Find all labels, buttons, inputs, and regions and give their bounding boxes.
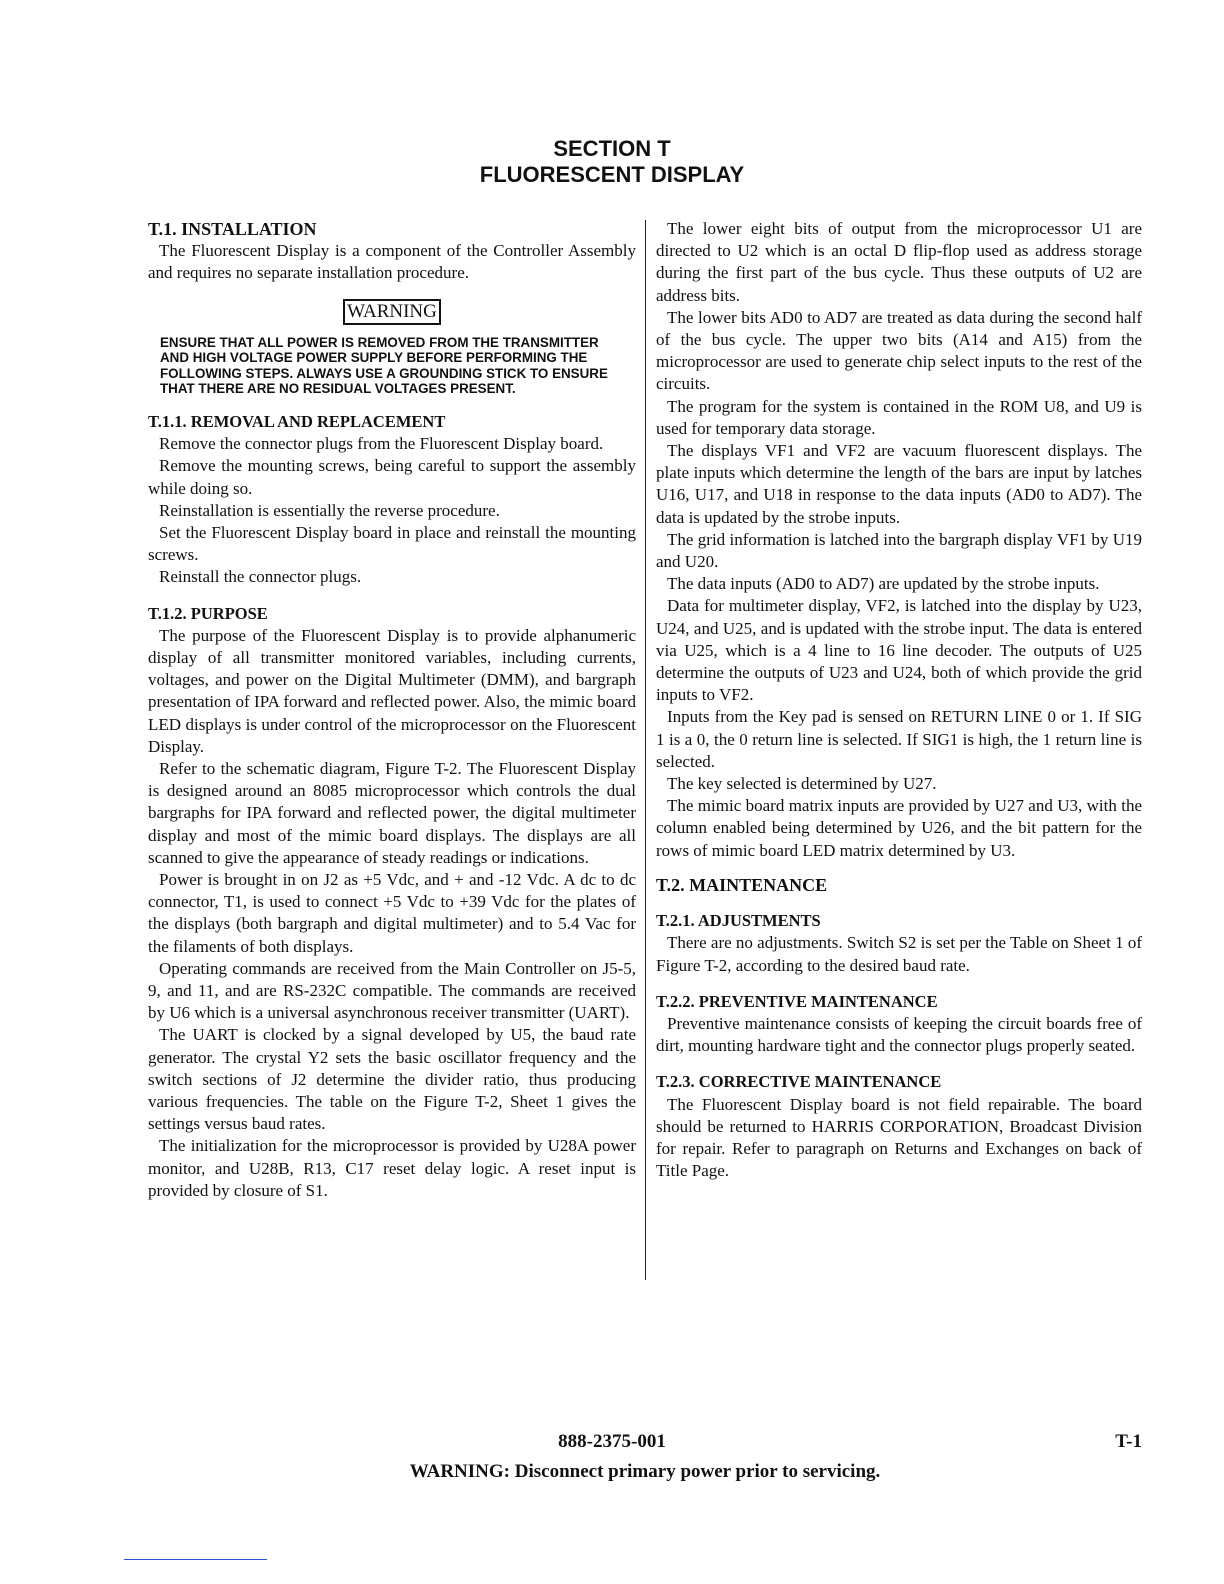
paragraph: Remove the connector plugs from the Fluorescent Display board.: [159, 434, 604, 454]
paragraph: The initialization for the microprocessor is provided by U28A power monitor, and U28B, R13, C17 reset delay logic. A reset input is provided by closure of S1.: [148, 1136, 636, 1200]
paragraph: The UART is clocked by a signal developed by U5, the baud rate generator. The crystal Y2 sets the basic oscillator frequency and the switch sections of J2 determine the divider ratio, thus producing various frequencies. The table on the Figure T-2, Sheet 1 gives the settings versus baud rates.: [148, 1025, 636, 1134]
right-column: [656, 218, 1142, 1182]
paragraph: The mimic board matrix inputs are provided by U27 and U3, with the column enabled being determined by U26, and the bit pattern for the rows of mimic board LED matrix determined by U3.: [656, 796, 1142, 860]
warning-text: ENSURE THAT ALL POWER IS REMOVED FROM THE TRANSMITTER AND HIGH VOLTAGE POWER SUPPLY BEFORE PERFORMING THE FOLLOWING STEPS. ALWAYS USE A GROUNDING STICK TO ENSURE THAT THERE ARE NO RESIDUAL VOLTAGES PRESENT.: [160, 334, 608, 397]
paragraph: The displays VF1 and VF2 are vacuum fluorescent displays. The plate inputs which determine the length of the bars are input by latches U16, U17, and U18 in response to the data inputs (AD0 to AD7). The data is updated by the strobe inputs.: [656, 441, 1142, 527]
installation-heading: T.1. INSTALLATION: [148, 219, 317, 239]
paragraph: The Fluorescent Display board is not field repairable. The board should be returned to HARRIS CORPORATION, Broadcast Division for repair. Refer to paragraph on Returns and Exchanges on back of Title Page.: [656, 1094, 1142, 1181]
paragraph: Refer to the schematic diagram, Figure T-2. The Fluorescent Display is designed around an 8085 microprocessor which controls the dual bargraphs for IPA forward and reflected power, the digital multimeter display and most of the mimic board displays. The displays are all scanned to give the appearance of steady readings or indications.: [148, 759, 636, 867]
paragraph: Reinstallation is essentially the reverse procedure.: [159, 500, 500, 520]
paragraph: Remove the mounting screws, being careful to support the assembly while doing so.: [148, 456, 636, 498]
adjustments-heading: T.2.1. ADJUSTMENTS: [656, 911, 821, 931]
paragraph: Data for multimeter display, VF2, is latched into the display by U23, U24, and U25, and is updated with the strobe input. The data is entered via U25, which is a 4 line to 16 line decoder. The outputs of U25 determine the outputs of U23 and U24, both of which provide the grid inputs to VF2.: [656, 596, 1142, 705]
paragraph: There are no adjustments. Switch S2 is set per the Table on Sheet 1 of Figure T-2, according to the desired baud rate.: [656, 933, 1142, 975]
paragraph: The grid information is latched into the bargraph display VF1 by U19 and U20.: [656, 529, 1142, 572]
left-column: [148, 218, 636, 1202]
paragraph: Power is brought in on J2 as +5 Vdc, and + and -12 Vdc. A dc to dc connector, T1, is used to connect +5 Vdc to +39 Vdc for the plates of the displays (both bargraph and digital multimeter) and to 5.4 Vac for the filaments of both displays.: [148, 870, 636, 956]
paragraph: The lower bits AD0 to AD7 are treated as data during the second half of the bus cycle. The upper two bits (A14 and A15) from the microprocessor are used to generate chip select inputs to the rest of the circuits.: [656, 307, 1142, 394]
section-title: [0, 136, 1224, 188]
footer-warning: WARNING: Disconnect primary power prior to servicing.: [409, 1461, 881, 1482]
paragraph: Set the Fluorescent Display board in place and reinstall the mounting screws.: [148, 523, 636, 565]
page-number: T-1: [1115, 1431, 1142, 1452]
warning-label: WARNING: [343, 299, 441, 325]
footer-rule: [124, 1559, 267, 1560]
installation-text: The Fluorescent Display is a component of the Controller Assembly and requires no separate installation procedure.: [148, 241, 636, 283]
paragraph: The lower eight bits of output from the microprocessor U1 are directed to U2 which is an octal D flip-flop used as address storage during the first part of the bus cycle. Thus these outputs of U2 are address bits.: [656, 219, 1142, 305]
document-number: 888-2375-001: [558, 1431, 666, 1452]
warning-label-wrap: [148, 299, 636, 325]
removal-heading: T.1.1. REMOVAL AND REPLACEMENT: [148, 411, 446, 431]
paragraph: The data inputs (AD0 to AD7) are updated by the strobe inputs.: [667, 574, 1100, 594]
paragraph: The purpose of the Fluorescent Display is to provide alphanumeric display of all transmitter monitored variables, including currents, voltages, and power on the Digital Multimeter (DMM), and bargraph presentation of IPA forward and reflected power. Also, the mimic board LED displays is under control of the microprocessor on the Fluorescent Display.: [148, 625, 636, 756]
paragraph: The key selected is determined by U27.: [667, 774, 937, 794]
column-divider: [645, 220, 646, 1280]
paragraph: Preventive maintenance consists of keeping the circuit boards free of dirt, mounting hardware tight and the connector plugs properly seated.: [656, 1013, 1142, 1056]
page-title: FLUORESCENT DISPLAY: [479, 162, 745, 187]
paragraph: The program for the system is contained in the ROM U8, and U9 is used for temporary data storage.: [656, 396, 1142, 438]
preventive-heading: T.2.2. PREVENTIVE MAINTENANCE: [656, 991, 938, 1011]
corrective-heading: T.2.3. CORRECTIVE MAINTENANCE: [656, 1072, 942, 1092]
paragraph: Inputs from the Key pad is sensed on RETURN LINE 0 or 1. If SIG 1 is a 0, the 0 return line is selected. If SIG1 is high, the 1 return line is selected.: [656, 707, 1142, 771]
paragraph: Operating commands are received from the Main Controller on J5-5, 9, and 11, and are RS-232C compatible. The commands are received by U6 which is a universal asynchronous receiver transmitter (UART).: [148, 958, 636, 1023]
purpose-heading: T.1.2. PURPOSE: [148, 603, 268, 623]
maintenance-heading: T.2. MAINTENANCE: [656, 874, 828, 895]
section-label: SECTION T: [553, 136, 671, 161]
paragraph: Reinstall the connector plugs.: [159, 567, 362, 587]
